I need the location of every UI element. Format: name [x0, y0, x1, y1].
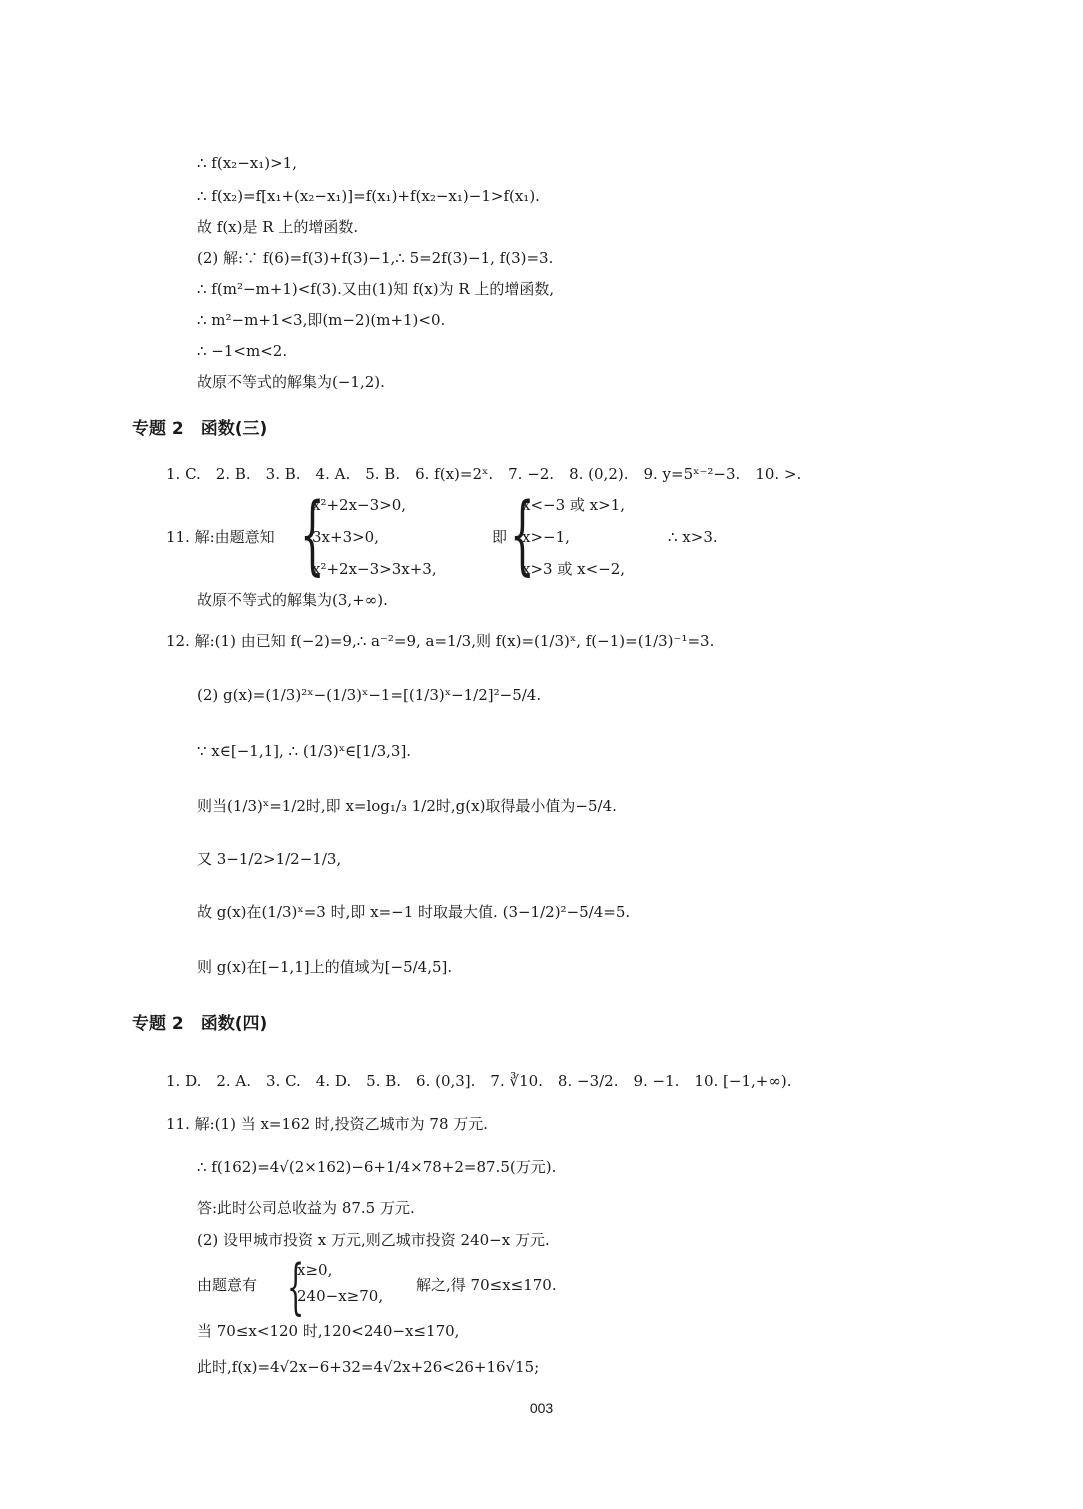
solution-line: 故 f(x)是 R 上的增函数. — [197, 218, 359, 236]
system-result: 解之,得 70≤x≤170. — [416, 1276, 557, 1294]
brace-icon: { — [287, 1252, 305, 1322]
solution-line: 又 3−1/2>1/2−1/3, — [197, 850, 342, 868]
solution-line: 故原不等式的解集为(3,+∞). — [197, 591, 388, 609]
problem-11-result: ∴ x>3. — [668, 528, 718, 546]
answer-key-line: 1. C. 2. B. 3. B. 4. A. 5. B. 6. f(x)=2ˣ. 7. −2. 8. (0,2). 9. y=5ˣ⁻²−3. 10. >. — [166, 465, 802, 483]
solution-line: ∴ f(m²−m+1)<f(3).又由(1)知 f(x)为 R 上的增函数, — [197, 280, 555, 298]
section-heading: 专题 2 函数(三) — [132, 419, 268, 439]
solution-line: ∴ f(162)=4√(2×162)−6+1/4×78+2=87.5(万元). — [197, 1158, 557, 1176]
solution-line: ∵ x∈[−1,1], ∴ (1/3)ˣ∈[1/3,3]. — [197, 742, 412, 760]
solution-line: (2) 解:∵ f(6)=f(3)+f(3)−1,∴ 5=2f(3)−1, f(3)=3. — [197, 249, 554, 267]
solution-line: 故 g(x)在(1/3)ˣ=3 时,即 x=−1 时取最大值. (3−1/2)²−5/4=5. — [197, 903, 631, 921]
solution-line: 故原不等式的解集为(−1,2). — [197, 373, 385, 391]
system-row: x>−1, — [522, 528, 570, 546]
solution-line: ∴ f(x₂−x₁)>1, — [197, 154, 297, 172]
solution-line: 则当(1/3)ˣ=1/2时,即 x=log₁/₃ 1/2时,g(x)取得最小值为−5/4. — [197, 797, 617, 815]
system-row: x>3 或 x<−2, — [522, 560, 626, 578]
solution-line: 则 g(x)在[−1,1]上的值域为[−5/4,5]. — [197, 958, 453, 976]
problem-11-label: 11. 解:由题意知 — [166, 528, 275, 546]
system-row: 240−x≥70, — [297, 1287, 384, 1305]
equivalence-word: 即 — [492, 528, 508, 546]
brace-icon: { — [300, 485, 325, 585]
solution-line: 此时,f(x)=4√2x−6+32=4√2x+26<26+16√15; — [197, 1358, 540, 1376]
solution-line: (2) 设甲城市投资 x 万元,则乙城市投资 240−x 万元. — [197, 1231, 550, 1249]
problem-11-line: 11. 解:(1) 当 x=162 时,投资乙城市为 78 万元. — [166, 1115, 489, 1133]
brace-icon: { — [510, 485, 535, 585]
solution-line: ∴ m²−m+1<3,即(m−2)(m+1)<0. — [197, 311, 446, 329]
system-row: x²+2x−3>3x+3, — [312, 560, 437, 578]
solution-line: (2) g(x)=(1/3)²ˣ−(1/3)ˣ−1=[(1/3)ˣ−1/2]²−5/4. — [197, 686, 542, 704]
system-row: 3x+3>0, — [312, 528, 379, 546]
solution-line: 答:此时公司总收益为 87.5 万元. — [197, 1199, 415, 1217]
solution-line: ∴ f(x₂)=f[x₁+(x₂−x₁)]=f(x₁)+f(x₂−x₁)−1>f(x₁). — [197, 187, 540, 205]
system-label: 由题意有 — [197, 1276, 258, 1294]
solution-line: ∴ −1<m<2. — [197, 342, 288, 360]
system-row: x²+2x−3>0, — [312, 496, 407, 514]
solution-line: 当 70≤x<120 时,120<240−x≤170, — [197, 1322, 460, 1340]
answer-key-line: 1. D. 2. A. 3. C. 4. D. 5. B. 6. (0,3]. 7. ∛10. 8. −3/2. 9. −1. 10. [−1,+∞). — [166, 1072, 792, 1090]
system-row: x≥0, — [297, 1261, 333, 1279]
system-row: x<−3 或 x>1, — [522, 496, 626, 514]
page-number: 003 — [529, 1400, 554, 1416]
section-heading: 专题 2 函数(四) — [132, 1014, 268, 1034]
problem-12-line: 12. 解:(1) 由已知 f(−2)=9,∴ a⁻²=9, a=1/3,则 f(x)=(1/3)ˣ, f(−1)=(1/3)⁻¹=3. — [166, 632, 715, 650]
